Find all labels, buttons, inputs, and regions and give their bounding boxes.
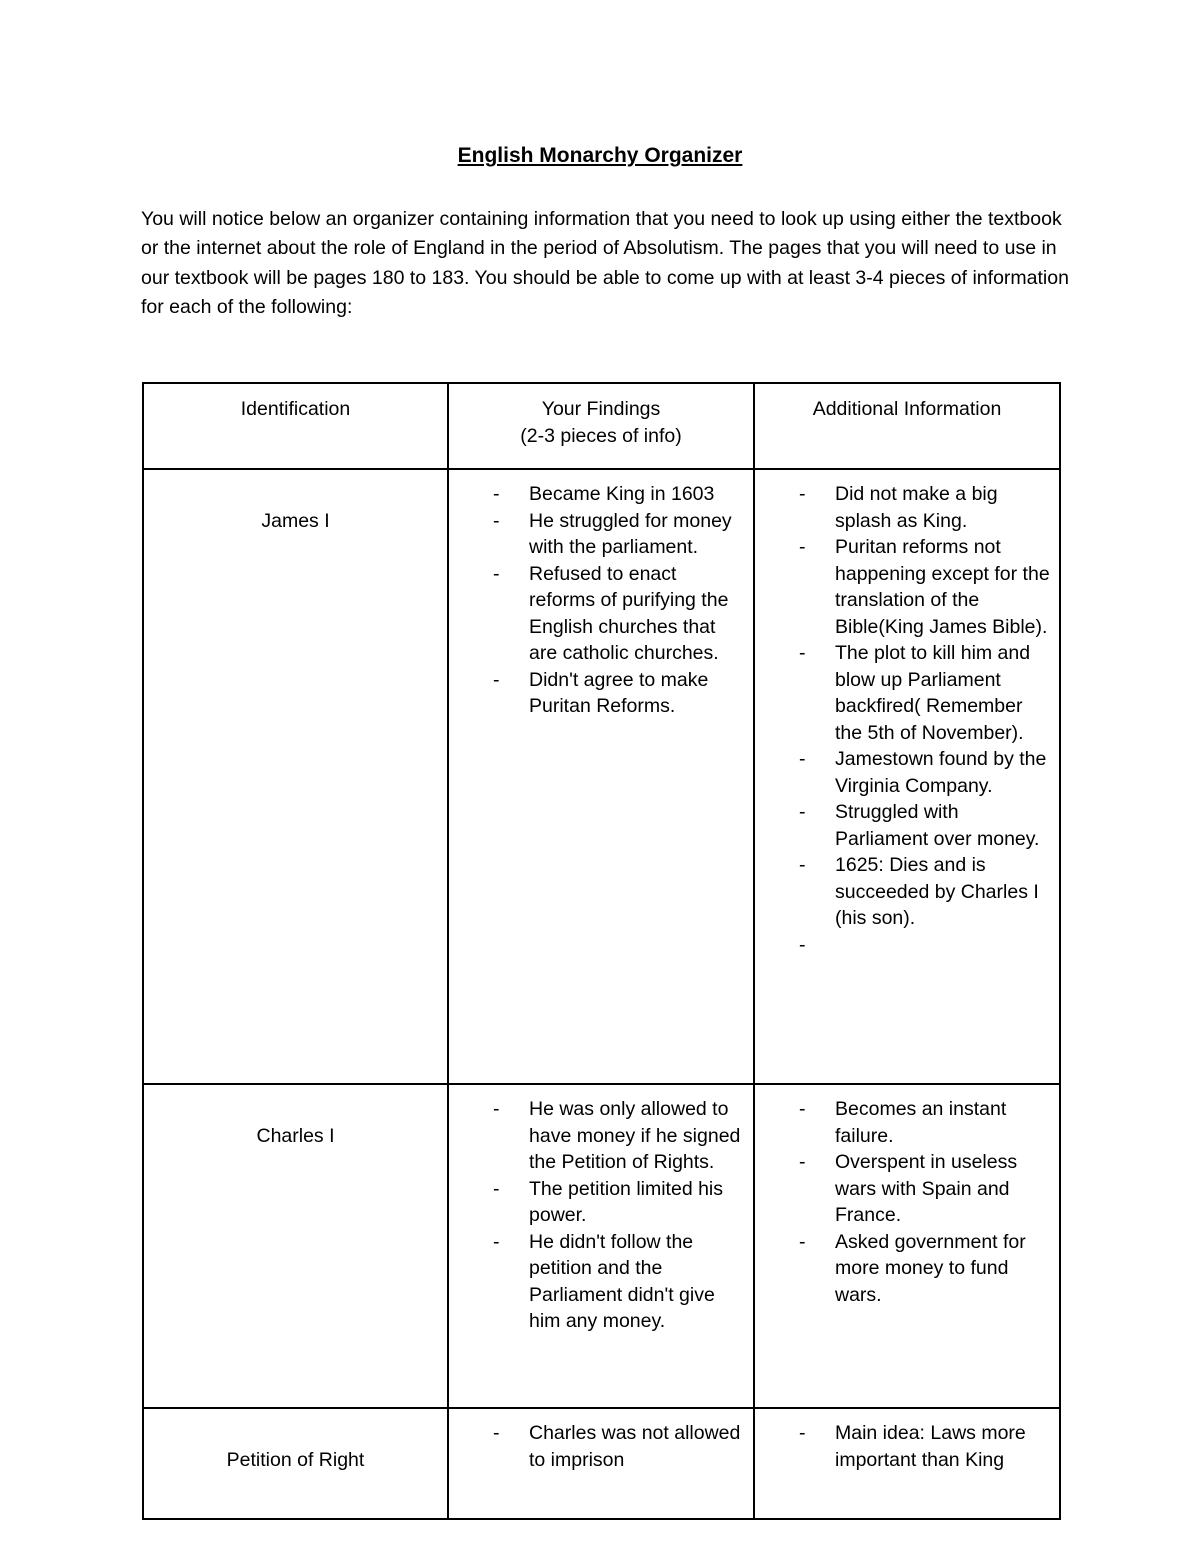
additional-cell [754,469,1060,1084]
list-item: - Refused to enact reforms of purifying the English churches that are catholic churches. [529,561,745,667]
identification-cell [143,1084,448,1408]
table-row [143,1084,1060,1408]
header-findings-sublabel: (2-3 pieces of info) [520,425,682,447]
list-item: - Struggled with Parliament over money. [835,799,1051,852]
identification-cell [143,1408,448,1519]
findings-list [449,1409,753,1473]
list-item [835,932,1051,959]
list-item: - The petition limited his power. [529,1176,745,1229]
list-item: - Did not make a big splash as King. [835,481,1051,534]
additional-cell [754,1408,1060,1519]
table-row [143,1408,1060,1519]
header-additional-label: Additional Information [812,398,1002,420]
header-additional [754,383,1060,469]
identification-label: Petition of Right [226,1449,365,1471]
list-item: - 1625: Dies and is succeeded by Charles I (his son). [835,852,1051,932]
header-findings-label: Your Findings [541,398,661,420]
page-title: English Monarchy Organizer [457,144,743,167]
intro-text: You will notice below an organizer containing information that you need to look up using either the textbook or the internet about the role of England in the period of Absolutism. The pages that you will need to use in our textbook will be pages 180 to 183. You should be able to come up with at least 3-4 pieces of information for each of the following: [141,208,1069,318]
findings-list [449,470,753,720]
additional-list [755,470,1059,958]
list-item: - He didn't follow the petition and the Parliament didn't give him any money. [529,1229,745,1335]
list-item: - Asked government for more money to fund wars. [835,1229,1051,1309]
list-item: - He was only allowed to have money if he signed the Petition of Rights. [529,1096,745,1176]
list-item: - Didn't agree to make Puritan Reforms. [529,667,745,720]
findings-cell [448,1408,754,1519]
header-identification-label: Identification [240,398,351,420]
findings-cell [448,1084,754,1408]
organizer-table [142,382,1061,1520]
list-item: - He struggled for money with the parliament. [529,508,745,561]
list-item: - Charles was not allowed to imprison [529,1420,745,1473]
findings-list [449,1085,753,1335]
table-row [143,469,1060,1084]
additional-list [755,1085,1059,1308]
identification-cell [143,469,448,1084]
identification-label: James I [261,510,330,532]
list-item: - Main idea: Laws more important than King [835,1420,1051,1473]
header-identification [143,383,448,469]
identification-label: Charles I [256,1125,335,1147]
list-item: - The plot to kill him and blow up Parliament backfired( Remember the 5th of November). [835,640,1051,746]
intro-paragraph [141,205,1071,322]
table-header-row [143,383,1060,469]
additional-cell [754,1084,1060,1408]
additional-list [755,1409,1059,1473]
list-item: - Jamestown found by the Virginia Company. [835,746,1051,799]
findings-cell [448,469,754,1084]
list-item: - Overspent in useless wars with Spain and France. [835,1149,1051,1229]
list-item: - Puritan reforms not happening except for the translation of the Bible(King James Bible). [835,534,1051,640]
list-item: - Becomes an instant failure. [835,1096,1051,1149]
list-item: - Became King in 1603 [529,481,745,508]
header-findings [448,383,754,469]
